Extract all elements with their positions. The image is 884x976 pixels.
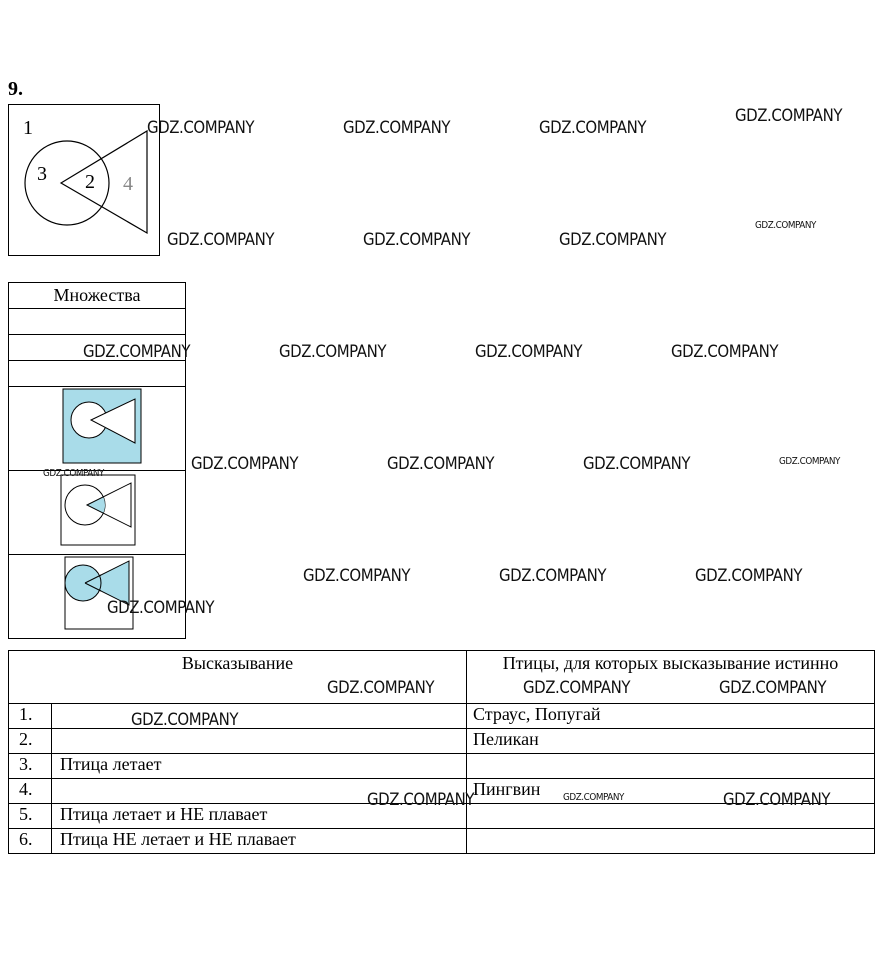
birds-cell [467, 829, 875, 854]
sets-table-header: Множества [9, 283, 186, 309]
figure-outside-shaded [9, 387, 185, 465]
statement-cell: Птица летает [52, 754, 467, 779]
statement-cell [52, 704, 467, 729]
watermark: GDZ.COMPANY [363, 230, 471, 250]
watermark: GDZ.COMPANY [279, 342, 387, 362]
statement-header: Высказывание [9, 651, 467, 704]
watermark: GDZ.COMPANY [779, 456, 840, 467]
region-label-1: 1 [23, 117, 33, 139]
birds-header: Птицы, для которых высказывание истинно [467, 651, 875, 704]
row-number: 5. [9, 804, 52, 829]
table-row [9, 729, 875, 754]
sets-figure-row [9, 471, 186, 555]
region-label-4: 4 [123, 173, 133, 195]
sets-table [8, 282, 186, 639]
birds-cell: Пингвин [467, 779, 875, 804]
watermark: GDZ.COMPANY [191, 454, 299, 474]
watermark: GDZ.COMPANY [499, 566, 607, 586]
sets-empty-row [9, 309, 186, 335]
statement-cell [52, 729, 467, 754]
table-row [9, 829, 875, 854]
row-number: 6. [9, 829, 52, 854]
sets-figure-row [9, 555, 186, 639]
watermark: GDZ.COMPANY [303, 566, 411, 586]
watermark: GDZ.COMPANY [735, 106, 843, 126]
watermark: GDZ.COMPANY [671, 342, 779, 362]
watermark: GDZ.COMPANY [559, 230, 667, 250]
sets-empty-row [9, 361, 186, 387]
watermark: GDZ.COMPANY [755, 220, 816, 231]
row-number: 2. [9, 729, 52, 754]
sets-figure-row [9, 387, 186, 471]
statement-cell: Птица НЕ летает и НЕ плавает [52, 829, 467, 854]
region-label-2: 2 [85, 171, 95, 193]
watermark: GDZ.COMPANY [83, 342, 191, 362]
watermark: GDZ.COMPANY [583, 454, 691, 474]
birds-cell [467, 754, 875, 779]
watermark: GDZ.COMPANY [719, 678, 827, 698]
region-label-3: 3 [37, 163, 47, 185]
row-number: 4. [9, 779, 52, 804]
watermark: GDZ.COMPANY [539, 118, 647, 138]
row-number: 1. [9, 704, 52, 729]
watermark: GDZ.COMPANY [167, 230, 275, 250]
venn-triangle [61, 131, 147, 233]
watermark: GDZ.COMPANY [367, 790, 475, 810]
venn-diagram [8, 104, 160, 256]
figure-union-shaded [9, 555, 185, 633]
watermark: GDZ.COMPANY [131, 710, 239, 730]
row-number: 3. [9, 754, 52, 779]
watermark: GDZ.COMPANY [387, 454, 495, 474]
watermark: GDZ.COMPANY [147, 118, 255, 138]
watermark: GDZ.COMPANY [43, 468, 104, 479]
birds-cell: Страус, Попугай [467, 704, 875, 729]
problem-number: 9. [8, 78, 23, 100]
watermark: GDZ.COMPANY [475, 342, 583, 362]
figure-intersection-shaded [9, 471, 185, 549]
watermark: GDZ.COMPANY [523, 678, 631, 698]
table-row [9, 754, 875, 779]
watermark: GDZ.COMPANY [695, 566, 803, 586]
watermark: GDZ.COMPANY [563, 792, 624, 803]
watermark: GDZ.COMPANY [107, 598, 215, 618]
statement-cell: Птица летает и НЕ плавает [52, 804, 467, 829]
watermark: GDZ.COMPANY [723, 790, 831, 810]
birds-cell: Пеликан [467, 729, 875, 754]
watermark: GDZ.COMPANY [327, 678, 435, 698]
watermark: GDZ.COMPANY [343, 118, 451, 138]
